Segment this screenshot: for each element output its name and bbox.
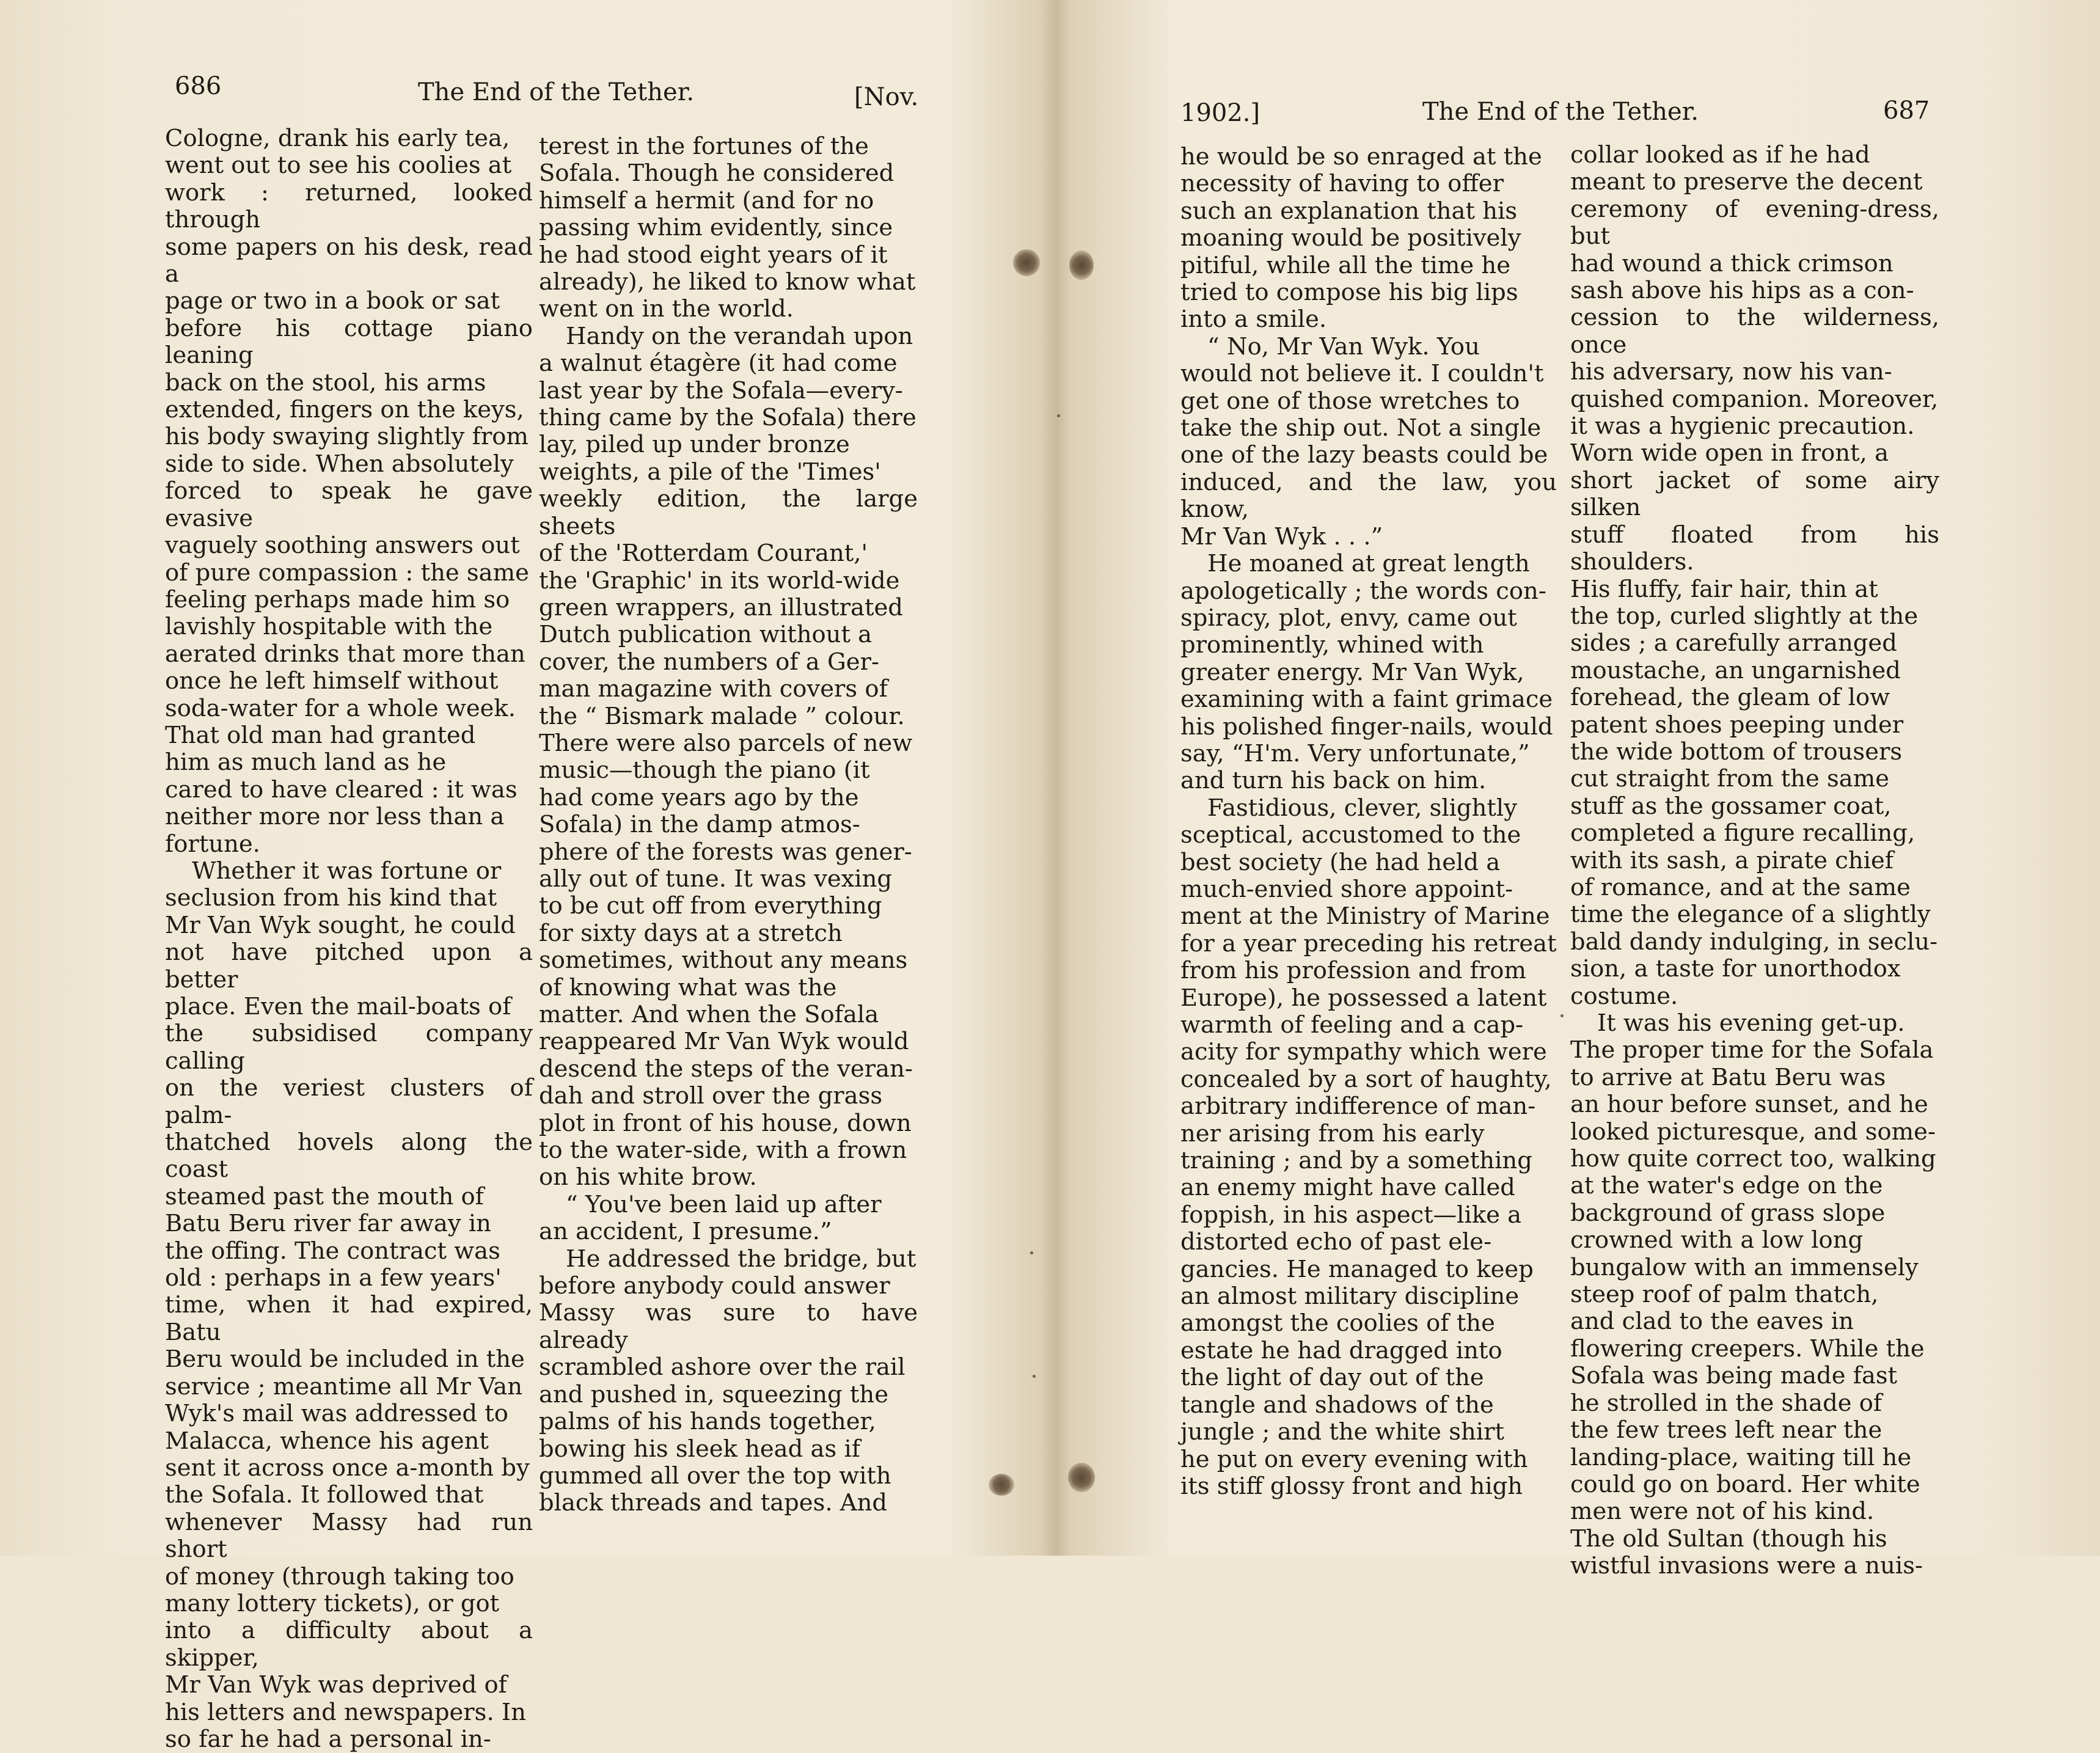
- paper-speck: [1560, 1014, 1564, 1017]
- paragraph: Whether it was fortune or seclusion from his kind that Mr Van Wyk sought, he could not have pitched upon a better place. Even the mail-boats of the subsidised company calling on the veriest clusters of palm- thatched hovels along the coast steamed past the mouth of Batu Beru river far away in the offing. The contract was old : perhaps in a few years' time, when it had expired, Batu Beru would be included in the service ; meantime all Mr Van Wyk's mail was addressed to Malacca, whence his agent sent it across once a-month by the Sofala. It followed that whenever Massy had run short of money (through taking too many lottery tickets), or got into a difficulty about a skipper, Mr Van Wyk was deprived of his letters and newspapers. In so far he had a personal in-: [165, 857, 533, 1753]
- binding-hole-mark: [1013, 249, 1040, 276]
- paragraph: Fastidious, clever, slightly sceptical, accustomed to the best society (he had held a much-envied shore appoint- ment at the Ministry of Marine for a year preceding his retreat from his profession and from Europe), he possessed a latent warmth of feeling and a cap- acity for sympathy which were concealed by a sort of haughty, arbitrary indifference of man- ner arising from his early training ; and by a something an enemy might have called foppish, in his aspect—like a distorted echo of past ele- gancies. He managed to keep an almost military discipline amongst the coolies of the estate he had dragged into the light of day out of the tangle and shadows of the jungle ; and the white shirt he put on every evening with its stiff glossy front and high: [1180, 794, 1557, 1500]
- running-title: The End of the Tether.: [1422, 98, 1699, 126]
- text-column: [539, 133, 918, 1517]
- binding-hole-mark: [1068, 1463, 1095, 1492]
- paper-speck: [1057, 414, 1060, 417]
- paragraph: “ No, Mr Van Wyk. You would not believe it. I couldn't get one of those wretches to take the ship out. Not a single one of the lazy beasts could be induced, and the law, you know, Mr Van Wyk . . .”: [1180, 332, 1557, 551]
- paragraph: Cologne, drank his early tea, went out to see his coolies at work : returned, looked through some papers on his desk, read a page or two in a book or sat before his cottage piano leaning back on the stool, his arms extended, fingers on the keys, his body swaying slightly from side to side. When absolutely forced to speak he gave evasive vaguely soothing answers out of pure compassion : the same feeling perhaps made him so lavishly hospitable with the aerated drinks that more than once he left himself without soda-water for a whole week. That old man had granted him as much land as he cared to have cleared : it was neither more nor less than a fortune.: [165, 125, 533, 858]
- text-column: [165, 125, 533, 1753]
- paper-speck: [1033, 1375, 1036, 1378]
- page-number: 686: [175, 72, 222, 100]
- text-column: [1570, 142, 1939, 1580]
- page-number: 687: [1883, 97, 1930, 125]
- paragraph: collar looked as if he had meant to preserve the decent ceremony of evening-dress, but had wound a thick crimson sash above his hips as a con- cession to the wilderness, once his adversary, now his van- quished companion. Moreover, it was a hygienic precaution. Worn wide open in front, a short jacket of some airy silken stuff floated from his shoulders. His fluffy, fair hair, thin at the top, curled slightly at the sides ; a carefully arranged moustache, an ungarnished forehead, the gleam of low patent shoes peeping under the wide bottom of trousers cut straight from the same stuff as the gossamer coat, completed a figure recalling, with its sash, a pirate chief of romance, and at the same time the elegance of a slightly bald dandy indulging, in seclu- sion, a taste for unorthodox costume.: [1570, 141, 1939, 1010]
- running-title: The End of the Tether.: [418, 78, 695, 106]
- paragraph: “ You've been laid up after an accident, I presume.”: [539, 1190, 882, 1246]
- binding-hole-mark: [1069, 251, 1094, 280]
- paper-speck: [1030, 1251, 1033, 1254]
- paragraph: He addressed the bridge, but before anybody could answer Massy was sure to have already scrambled ashore over the rail and pushed in, squeezing the palms of his hands together, bowing his sleek head as if gummed all over the top with black threads and tapes. And: [539, 1245, 918, 1517]
- binding-hole-mark: [989, 1474, 1014, 1496]
- paragraph: Handy on the verandah upon a walnut étagère (it had come last year by the Sofala—every- thing came by the Sofala) there lay, piled up under bronze weights, a pile of the 'Times' weekly edition, the large sheets of the 'Rotterdam Courant,' the 'Graphic' in its world-wide green wrappers, an illustrated Dutch publication without a cover, the numbers of a Ger- man magazine with covers of the “ Bismark malade ” colour. There were also parcels of new music—though the piano (it had come years ago by the Sofala) in the damp atmos- phere of the forests was gener- ally out of tune. It was vexing to be cut off from everything for sixty days at a stretch sometimes, without any means of knowing what was the matter. And when the Sofala reappeared Mr Van Wyk would descend the steps of the veran- dah and stroll over the grass plot in front of his house, down to the water-side, with a frown on his white brow.: [539, 322, 918, 1191]
- paragraph: He moaned at great length apologetically ; the words con- spiracy, plot, envy, came out prominently, whined with greater energy. Mr Van Wyk, examining with a faint grimace his polished finger-nails, would say, “H'm. Very unfortunate,” and turn his back on him.: [1180, 550, 1553, 795]
- right-page: [1051, 0, 2100, 1580]
- paragraph: he would be so enraged at the necessity of having to offer such an explanation that his moaning would be positively pitiful, while all the time he tried to compose his big lips into a smile.: [1180, 143, 1542, 334]
- issue-year: 1902.]: [1180, 99, 1260, 127]
- left-page: [0, 0, 1039, 1753]
- paragraph: It was his evening get-up. The proper time for the Sofala to arrive at Batu Beru was an hour before sunset, and he looked picturesque, and some- how quite correct too, walking at the water's edge on the background of grass slope crowned with a low long bungalow with an immensely steep roof of palm thatch, and clad to the eaves in flowering creepers. While the Sofala was being made fast he strolled in the shade of the few trees left near the landing-place, waiting till he could go on board. Her white men were not of his kind. The old Sultan (though his wistful invasions were a nuis-: [1570, 1009, 1936, 1580]
- paragraph: terest in the fortunes of the Sofala. Though he considered himself a hermit (and for no passing whim evidently, since he had stood eight years of it already), he liked to know what went on in the world.: [539, 133, 916, 323]
- issue-month: [Nov.: [854, 83, 919, 111]
- text-column: [1180, 144, 1557, 1500]
